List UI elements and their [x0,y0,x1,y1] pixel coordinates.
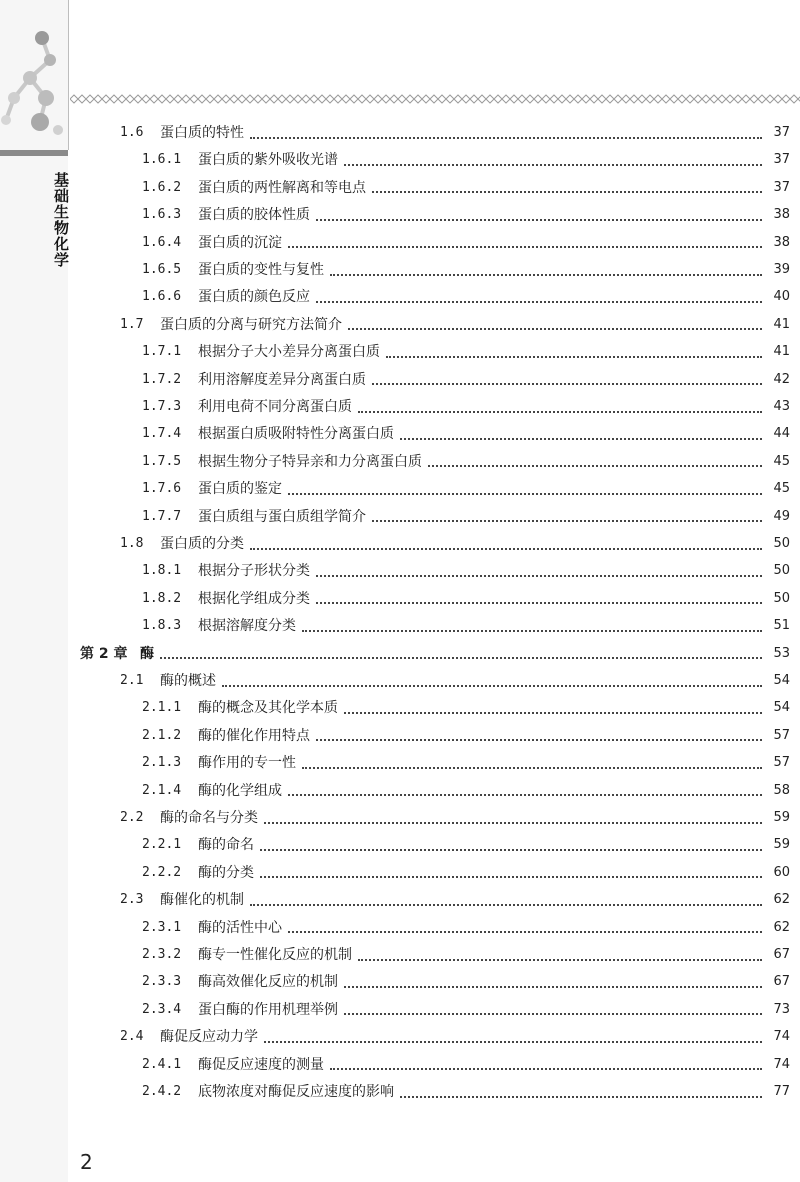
toc-entry-page: 43 [773,399,790,414]
toc-entry-title: 酶促反应速度的测量 [198,1056,324,1073]
toc-entry-title: 酶 [140,645,154,662]
toc-entry-title: 酶的分类 [198,864,254,881]
toc-entry-title: 酶高效催化反应的机制 [198,974,338,991]
toc-entry-title: 根据化学组成分类 [198,590,310,607]
toc-leader-dots [250,903,762,906]
toc-entry [142,420,790,448]
toc-entry-number: 1.7.6 [142,481,182,497]
toc-entry-number: 1.8.2 [142,590,182,606]
toc-entry-title: 酶催化的机制 [160,892,244,909]
toc-entry-title: 酶的概念及其化学本质 [198,700,338,717]
toc-entry-number: 2.1.3 [142,755,182,771]
toc-entry-page: 44 [773,426,790,442]
toc-entry [142,229,790,257]
toc-entry-page: 39 [773,262,790,277]
toc-entry-title: 蛋白酶的作用机理举例 [198,1001,338,1018]
toc-entry-number: 1.7 [120,316,144,332]
toc-leader-dots [358,958,762,961]
toc-leader-dots [344,1012,762,1015]
toc-entry [142,557,790,585]
toc-leader-dots [316,574,762,577]
toc-entry-page: 73 [773,1001,790,1017]
toc-entry [142,448,790,476]
toc-entry-page: 57 [773,755,790,771]
sidebar-divider [68,0,69,150]
sidebar-accent-bar [0,150,68,156]
toc-entry-number: 2.2 [120,810,144,825]
toc-entry-title: 酶的概述 [160,673,216,689]
toc-entry-title: 蛋白质的特性 [160,125,244,141]
toc-entry [142,475,790,503]
toc-entry-number: 2.4.1 [142,1056,182,1072]
toc-entry [120,311,790,339]
toc-entry-number: 2.1.4 [142,782,182,798]
toc-entry-title: 酶的命名 [198,837,254,854]
toc-entry-title: 酶的催化作用特点 [198,727,310,744]
toc-entry [142,1051,790,1079]
toc-entry-page: 42 [773,371,790,387]
toc-entry-title: 酶的命名与分类 [160,810,258,826]
toc-entry-title: 酶的化学组成 [198,782,282,799]
toc-entry-number: 2.3.4 [142,1001,182,1017]
toc-entry-page: 54 [773,673,790,688]
toc-leader-dots [302,766,762,769]
toc-leader-dots [358,410,762,413]
toc-entry-number: 第 2 章 [80,645,128,662]
toc-entry [142,914,790,942]
toc-entry [120,886,790,914]
toc-entry-title: 酶的活性中心 [198,919,282,936]
toc-entry-page: 40 [773,289,790,305]
toc-leader-dots [264,821,762,824]
toc-entry-number: 2.2.2 [142,864,182,880]
toc-entry [142,201,790,229]
toc-leader-dots [260,848,762,851]
toc-entry [142,393,790,421]
toc-leader-dots [372,190,762,193]
toc-entry-number: 2.1 [120,673,144,688]
toc-entry-page: 38 [773,207,790,223]
toc-entry [142,366,790,394]
toc-entry [142,996,790,1024]
toc-leader-dots [330,273,762,276]
toc-entry-number: 1.6.2 [142,179,182,195]
toc-entry-title: 蛋白质组与蛋白质组学简介 [198,508,366,525]
book-title: 基础生物化学 [52,172,70,268]
toc-entry-page: 53 [773,645,790,661]
molecule-icon [0,20,68,160]
toc-entry-title: 利用溶解度差异分离蛋白质 [198,371,366,388]
toc-leader-dots [316,300,762,303]
toc-entry-number: 2.1.1 [142,700,182,716]
toc-entry-page: 59 [773,810,790,825]
toc-entry [142,1078,790,1106]
toc-entry-number: 1.7.4 [142,426,182,442]
toc-leader-dots [344,163,762,166]
toc-entry [142,749,790,777]
toc-entry [142,859,790,887]
toc-entry-title: 根据生物分子特异亲和力分离蛋白质 [198,453,422,470]
toc-entry-number: 1.6.3 [142,207,182,223]
toc-entry-number: 2.3 [120,892,144,908]
toc-entry-title: 蛋白质的鉴定 [198,481,282,498]
toc-entry-page: 49 [773,508,790,524]
toc-entry-number: 1.6.1 [142,152,182,168]
toc-leader-dots [222,684,762,687]
toc-entry-page: 38 [773,234,790,250]
toc-entry-number: 2.4 [120,1029,144,1045]
toc-leader-dots [344,711,762,714]
toc-entry-page: 67 [773,947,790,962]
toc-entry-page: 45 [773,481,790,497]
toc-entry-title: 底物浓度对酶促反应速度的影响 [198,1084,394,1100]
toc-entry-number: 1.8.3 [142,618,182,634]
toc-entry-page: 50 [773,536,790,551]
toc-leader-dots [264,1040,762,1043]
toc-leader-dots [302,629,762,632]
toc-entry-number: 1.7.3 [142,399,182,414]
toc-entry [142,256,790,284]
toc-leader-dots [288,930,762,933]
toc-entry [142,694,790,722]
toc-entry [120,804,790,832]
toc-entry-number: 2.1.2 [142,727,182,743]
toc-entry-number: 1.6.6 [142,289,182,305]
toc-entry-page: 37 [773,152,790,168]
toc-leader-dots [372,519,762,522]
toc-entry [142,831,790,859]
toc-entry [142,146,790,174]
toc-leader-dots [400,1095,762,1098]
toc-entry [142,941,790,969]
toc-leader-dots [316,601,762,604]
toc-entry-number: 1.7.7 [142,508,182,524]
toc-entry [142,968,790,996]
toc-leader-dots [288,492,762,495]
toc-entry-title: 蛋白质的胶体性质 [198,207,310,224]
toc-entry-page: 67 [773,974,790,990]
toc-entry-page: 59 [773,837,790,853]
toc-entry-title: 蛋白质的两性解离和等电点 [198,179,366,196]
toc-entry-number: 1.6.5 [142,262,182,277]
toc-entry-page: 51 [773,618,790,634]
toc-entry-page: 62 [773,919,790,935]
toc-entry-title: 蛋白质的变性与复性 [198,262,324,278]
toc-entry-number: 1.8.1 [142,563,182,579]
toc-entry-title: 蛋白质的分离与研究方法简介 [160,316,342,333]
toc-entry [142,338,790,366]
toc-entry-number: 2.2.1 [142,837,182,853]
toc-leader-dots [400,437,762,440]
toc-entry-number: 2.3.3 [142,974,182,990]
toc-entry-title: 根据分子形状分类 [198,563,310,580]
toc-entry [142,585,790,613]
toc-leader-dots [288,245,762,248]
toc-entry [142,174,790,202]
page-number: 2 [80,1150,93,1174]
toc-entry-page: 45 [773,453,790,469]
toc-leader-dots [428,464,762,467]
toc-entry-number: 2.4.2 [142,1084,182,1099]
toc-entry-page: 37 [773,179,790,195]
toc-entry [142,777,790,805]
toc-entry-page: 50 [773,563,790,579]
toc-entry-title: 根据蛋白质吸附特性分离蛋白质 [198,426,394,443]
toc-leader-dots [250,547,762,550]
toc-entry-number: 1.7.1 [142,344,182,360]
toc-leader-dots [160,656,762,659]
toc-entry-page: 62 [773,892,790,908]
toc-entry-page: 41 [773,344,790,360]
toc-leader-dots [330,1067,762,1070]
toc-entry [120,119,790,147]
toc-entry-page: 77 [773,1084,790,1099]
toc-entry-page: 37 [773,125,790,140]
toc-leader-dots [316,218,762,221]
toc-entry-title: 根据溶解度分类 [198,618,296,635]
toc-entry [120,667,790,695]
toc-entry-title: 蛋白质的颜色反应 [198,289,310,306]
toc-leader-dots [316,738,762,741]
toc-entry [142,722,790,750]
toc-leader-dots [260,875,762,878]
toc-entry-page: 74 [773,1029,790,1045]
toc-entry-page: 41 [773,316,790,332]
toc-entry-title: 根据分子大小差异分离蛋白质 [198,344,380,361]
toc-entry [80,640,790,668]
toc-entry-number: 1.7.5 [142,453,182,469]
toc-entry-page: 54 [773,700,790,716]
toc-entry-page: 74 [773,1056,790,1072]
toc-entry-number: 2.3.1 [142,919,182,935]
toc-entry-title: 蛋白质的沉淀 [198,234,282,251]
toc-entry-page: 60 [773,864,790,880]
toc-entry [120,1023,790,1051]
toc-entry-title: 酶作用的专一性 [198,755,296,772]
toc-leader-dots [386,355,762,358]
toc-leader-dots [250,136,762,139]
toc-entry-page: 57 [773,727,790,743]
toc-entry-title: 蛋白质的紫外吸收光谱 [198,152,338,169]
toc-entry-title: 酶促反应动力学 [160,1029,258,1046]
toc-entry [120,530,790,558]
toc-entry [142,503,790,531]
toc-leader-dots [344,985,762,988]
toc-entry [142,612,790,640]
toc-entry-page: 50 [773,590,790,606]
toc-entry-number: 2.3.2 [142,947,182,962]
toc-entry-title: 酶专一性催化反应的机制 [198,947,352,963]
toc-entry-title: 蛋白质的分类 [160,536,244,552]
decorative-zigzag-strip [70,93,800,105]
toc-leader-dots [372,382,762,385]
toc-leader-dots [288,793,762,796]
toc-entry-number: 1.6.4 [142,234,182,250]
toc-entry-number: 1.7.2 [142,371,182,387]
toc-entry-number: 1.6 [120,125,144,140]
toc-entry-number: 1.8 [120,536,144,551]
toc-entry [142,283,790,311]
toc-leader-dots [348,327,762,330]
toc-entry-page: 58 [773,782,790,798]
toc-entry-title: 利用电荷不同分离蛋白质 [198,399,352,415]
